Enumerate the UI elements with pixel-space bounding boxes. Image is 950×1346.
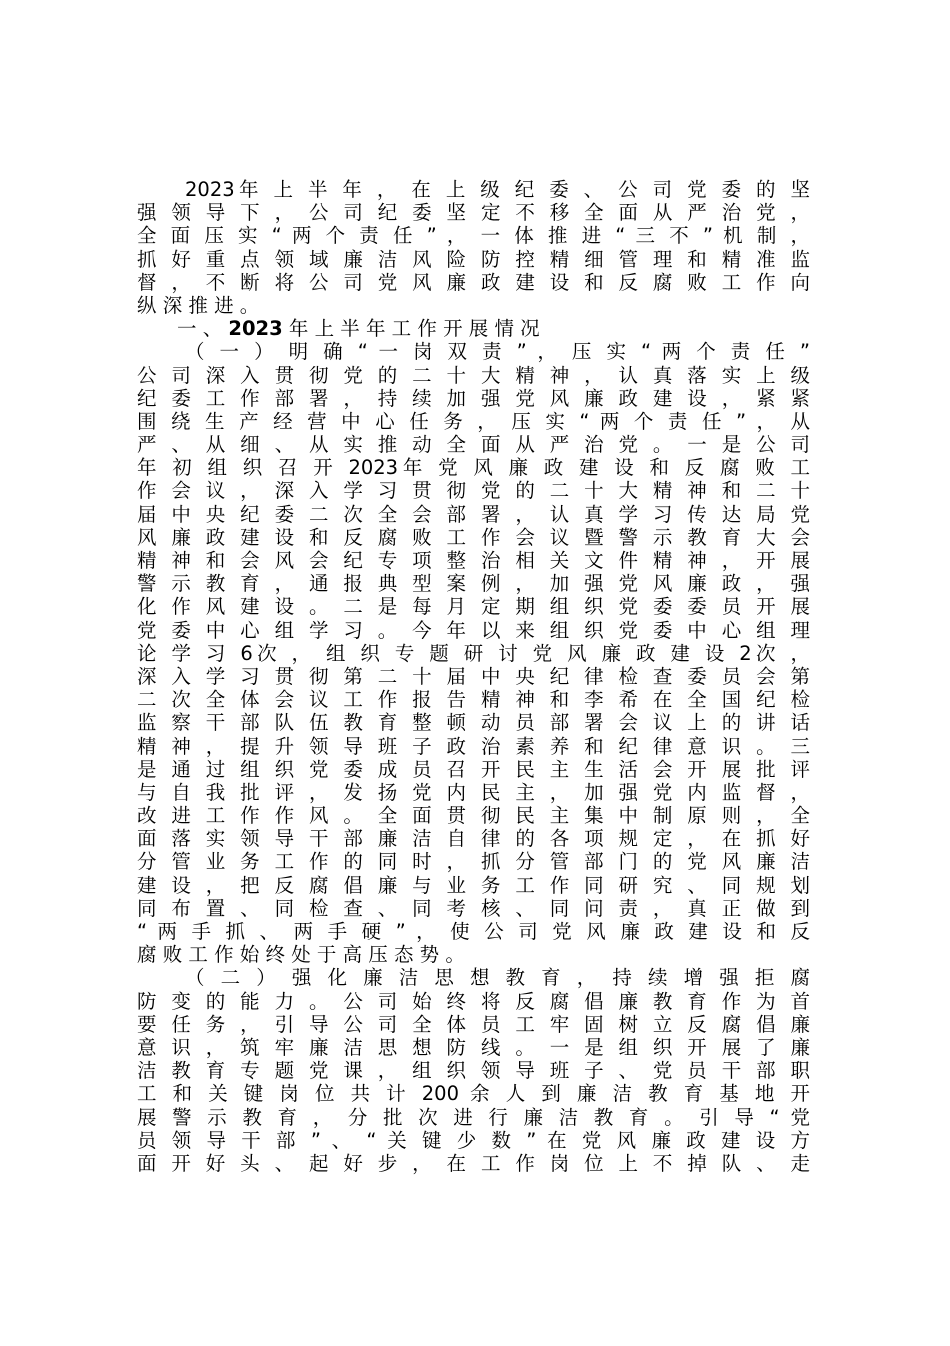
text-line: 面 开 好 头 、 起 好 步 ， 在 工 作 岗 位 上 不 掉 队 、 走: [137, 1151, 810, 1175]
section-heading-year: 2023: [228, 317, 283, 341]
intro-paragraph: [137, 178, 810, 317]
text-line: 作 会 议 ， 深 入 学 习 贯 彻 党 的 二 十 大 精 神 和 二 十: [137, 479, 810, 503]
subsection-heading: （ 二 ） 强 化 廉 洁 思 想 教 育 ， 持 续 增 强 拒 腐: [185, 966, 810, 990]
text-line: 监 察 干 部 队 伍 教 育 整 顿 动 员 部 署 会 议 上 的 讲 话: [137, 711, 810, 735]
text-line: 抓 好 重 点 领 域 廉 洁 风 险 防 控 精 细 管 理 和 精 准 监: [137, 247, 810, 271]
section-heading: [137, 317, 810, 340]
text-line: 警 示 教 育 ， 通 报 典 型 案 例 ， 加 强 党 风 廉 政 ， 强: [137, 572, 810, 596]
text-line: 意 识 ， 筑 牢 廉 洁 思 想 防 线 。 一 是 组 织 开 展 了 廉: [137, 1035, 810, 1059]
text-line: 纪 委 工 作 部 署 ， 持 续 加 强 党 风 廉 政 建 设 ， 紧 紧: [137, 386, 810, 410]
text-line: 督 ， 不 断 将 公 司 党 风 廉 政 建 设 和 反 腐 败 工 作 向: [137, 270, 810, 294]
text-line: 腐 败 工 作 始 终 处 于 高 压 态 势 。: [137, 943, 465, 967]
text-line: 2023年 上 半 年 ， 在 上 级 纪 委 、 公 司 党 委 的 坚: [185, 178, 810, 201]
text-line: 公 司 深 入 贯 彻 党 的 二 十 大 精 神 ， 认 真 落 实 上 级: [137, 363, 810, 387]
text-line: 全 面 压 实 “ 两 个 责 任 ” ， 一 体 推 进 “ 三 不 ” 机 制 ，: [137, 224, 810, 248]
subsection-2-body: [137, 990, 810, 1176]
text-line: 党 委 中 心 组 学 习 。 今 年 以 来 组 织 党 委 中 心 组 理: [137, 618, 810, 642]
text-line: 改 进 工 作 作 风 。 全 面 贯 彻 民 主 集 中 制 原 则 ， 全: [137, 804, 810, 828]
subsection-1-body: [137, 364, 810, 967]
text-line: 面 落 实 领 导 干 部 廉 洁 自 律 的 各 项 规 定 ， 在 抓 好: [137, 827, 810, 851]
document-page: [137, 178, 810, 1175]
text-line: 年 初 组 织 召 开 2023年 党 风 廉 政 建 设 和 反 腐 败 工: [137, 456, 810, 480]
text-line: 强 领 导 下 ， 公 司 纪 委 坚 定 不 移 全 面 从 严 治 党 ，: [137, 201, 810, 225]
text-line: 防 变 的 能 力 。 公 司 始 终 将 反 腐 倡 廉 教 育 作 为 首: [137, 989, 810, 1013]
text-line: 精 神 和 会 风 会 纪 专 项 整 治 相 关 文 件 精 神 ， 开 展: [137, 549, 810, 572]
text-line: 届 中 央 纪 委 二 次 全 会 部 署 ， 认 真 学 习 传 达 局 党: [137, 502, 810, 526]
text-line: 二 次 全 体 会 议 工 作 报 告 精 神 和 李 希 在 全 国 纪 检: [137, 688, 810, 712]
text-line: 论 学 习 6次 ， 组 织 专 题 研 讨 党 风 廉 政 建 设 2次 ，: [137, 641, 810, 665]
text-line: 同 布 置 、 同 检 查 、 同 考 核 、 同 问 责 ， 真 正 做 到: [137, 896, 810, 920]
text-line: 精 神 ， 提 升 领 导 班 子 政 治 素 养 和 纪 律 意 识 。 三: [137, 734, 810, 758]
text-line: 化 作 风 建 设 。 二 是 每 月 定 期 组 织 党 委 委 员 开 展: [137, 595, 810, 619]
text-line: 要 任 务 ， 引 导 公 司 全 体 员 工 牢 固 树 立 反 腐 倡 廉: [137, 1012, 810, 1036]
text-line: 深 入 学 习 贯 彻 第 二 十 届 中 央 纪 律 检 查 委 员 会 第: [137, 664, 810, 688]
section-heading-text: 一 、 2023 年 上 半 年 工 作 开 展 情 况: [177, 317, 540, 341]
text-line: 建 设 ， 把 反 腐 倡 廉 与 业 务 工 作 同 研 究 、 同 规 划: [137, 873, 810, 897]
text-line: “ 两 手 抓 、 两 手 硬 ” ， 使 公 司 党 风 廉 政 建 设 和 反: [137, 920, 810, 943]
text-line: 纵 深 推 进 。: [137, 293, 260, 317]
text-line: 员 领 导 干 部 ” 、 “ 关 键 少 数 ” 在 党 风 廉 政 建 设 方: [137, 1128, 810, 1152]
text-line: 风 廉 政 建 设 和 反 腐 败 工 作 会 议 暨 警 示 教 育 大 会: [137, 525, 810, 549]
text-line: 严 、 从 细 、 从 实 推 动 全 面 从 严 治 党 。 一 是 公 司: [137, 433, 810, 457]
text-line: 围 绕 生 产 经 营 中 心 任 务 ， 压 实 “ 两 个 责 任 ” ， 从: [137, 409, 810, 433]
text-line: 工 和 关 键 岗 位 共 计 200 余 人 到 廉 洁 教 育 基 地 开: [137, 1082, 810, 1106]
text-line: 展 警 示 教 育 ， 分 批 次 进 行 廉 洁 教 育 。 引 导 “ 党: [137, 1105, 810, 1129]
text-line: 分 管 业 务 工 作 的 同 时 ， 抓 分 管 部 门 的 党 风 廉 洁: [137, 850, 810, 874]
subsection-heading: （ 一 ） 明 确 “ 一 岗 双 责 ” ， 压 实 “ 两 个 责 任 ”: [185, 340, 810, 364]
text-line: 洁 教 育 专 题 党 课 ， 组 织 领 导 班 子 、 党 员 干 部 职: [137, 1059, 810, 1083]
text-line: 与 自 我 批 评 ， 发 扬 党 内 民 主 ， 加 强 党 内 监 督 ，: [137, 780, 810, 804]
text-line: 是 通 过 组 织 党 委 成 员 召 开 民 主 生 活 会 开 展 批 评: [137, 757, 810, 781]
